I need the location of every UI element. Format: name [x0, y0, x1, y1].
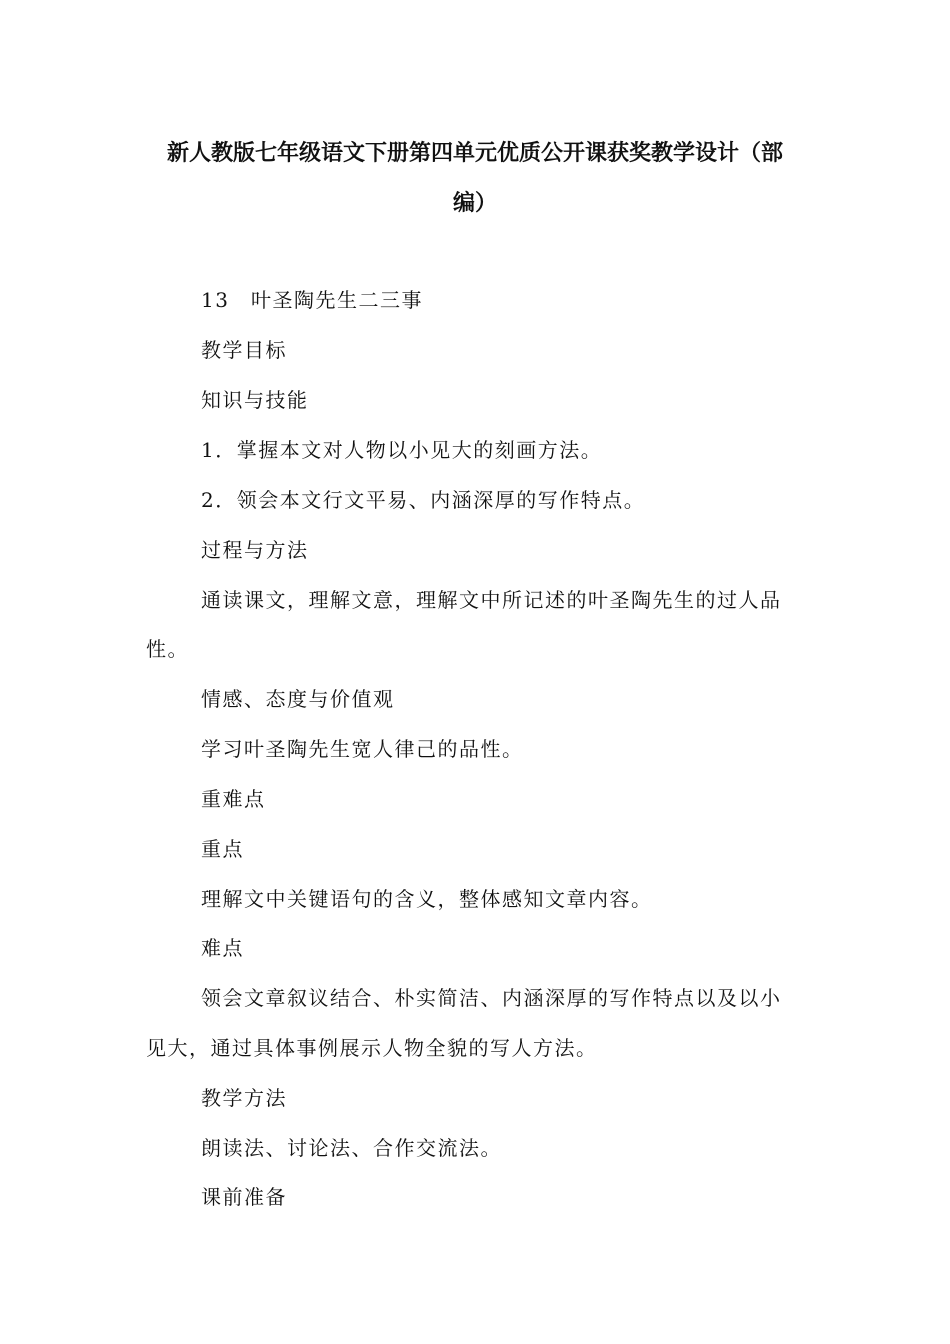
section-heading-teaching-methods: 教学方法 [201, 1086, 287, 1110]
subsection-heading-difficult-point: 难点 [201, 936, 244, 960]
section-heading-preparation: 课前准备 [201, 1185, 287, 1209]
goal-item-1: 1．掌握本文对人物以小见大的刻画方法。 [201, 438, 603, 462]
subsection-heading-emotion-values: 情感、态度与价值观 [201, 687, 395, 711]
subsection-heading-knowledge-skills: 知识与技能 [201, 388, 309, 412]
goal-item-2: 2．领会本文行文平易、内涵深厚的写作特点。 [201, 488, 646, 512]
subsection-heading-process-methods: 过程与方法 [201, 538, 309, 562]
difficult-point-text-line-1: 领会文章叙议结合、朴实简洁、内涵深厚的写作特点以及以小 [201, 986, 782, 1010]
subsection-heading-key-point: 重点 [201, 837, 244, 861]
process-methods-text-line-2: 性。 [146, 637, 189, 661]
process-methods-text-line-1: 通读课文，理解文意，理解文中所记述的叶圣陶先生的过人品 [201, 588, 782, 612]
document-title-line-1: 新人教版七年级语文下册第四单元优质公开课获奖教学设计（部 [166, 141, 783, 166]
difficult-point-text-line-2: 见大，通过具体事例展示人物全貌的写人方法。 [146, 1036, 598, 1060]
section-heading-teaching-goals: 教学目标 [201, 338, 287, 362]
section-heading-key-difficult-points: 重难点 [201, 787, 266, 811]
lesson-heading: 13 叶圣陶先生二三事 [201, 288, 423, 312]
key-point-text: 理解文中关键语句的含义，整体感知文章内容。 [201, 887, 653, 911]
emotion-values-text: 学习叶圣陶先生宽人律己的品性。 [201, 737, 524, 761]
teaching-methods-text: 朗读法、讨论法、合作交流法。 [201, 1136, 502, 1160]
document-title-line-2: 编） [452, 191, 497, 216]
